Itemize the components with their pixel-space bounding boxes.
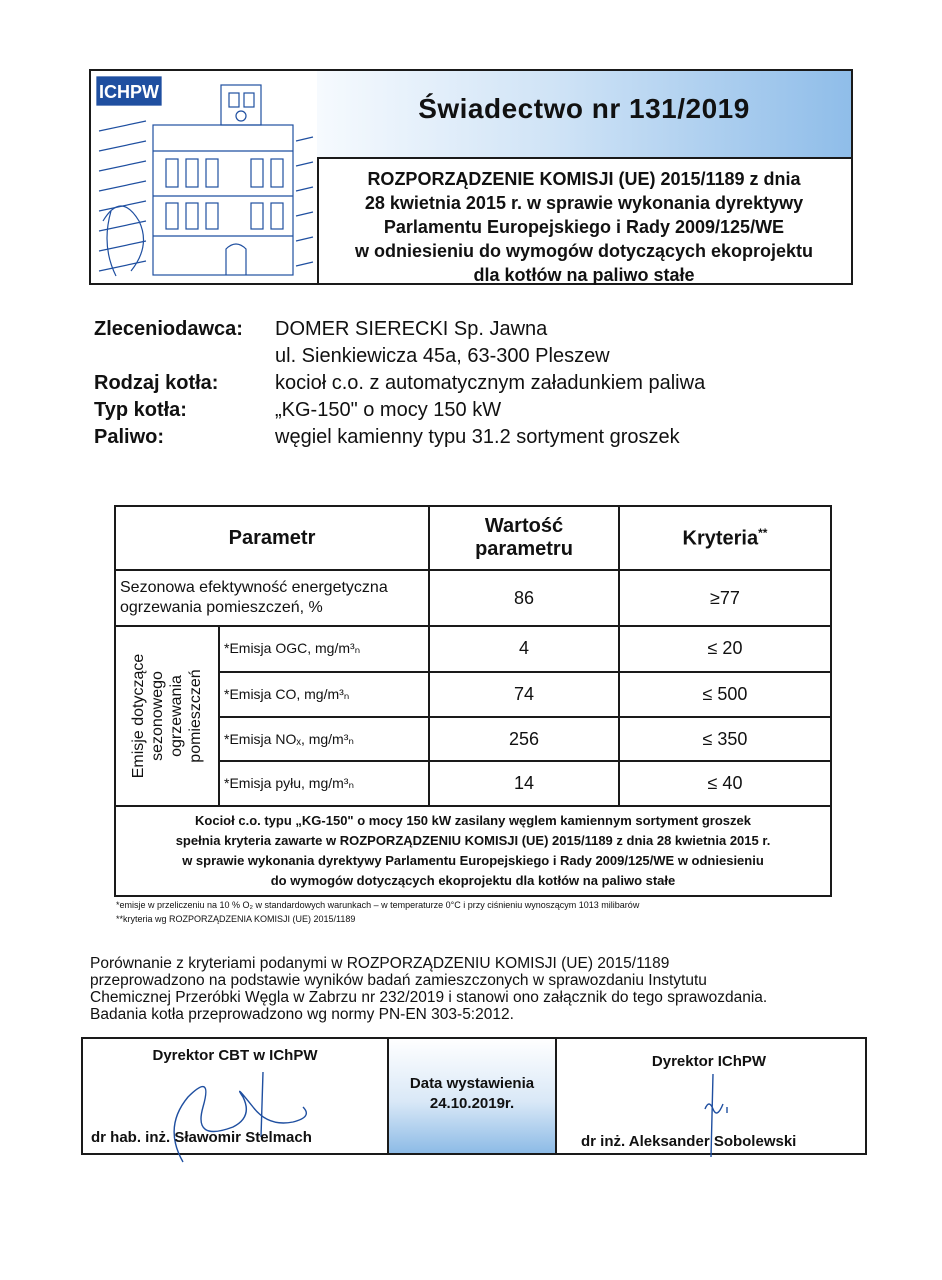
- right-signatory-title: Dyrektor IChPW: [651, 1053, 767, 1070]
- comparison-line: przeprowadzono na podstawie wyników badań zamieszczonych w sprawozdaniu Instytutu: [90, 972, 707, 989]
- emission-value: 4: [429, 626, 619, 672]
- title-band: [317, 71, 851, 159]
- efficiency-value: 86: [429, 570, 619, 626]
- left-signature-icon: [143, 1067, 383, 1167]
- footnote-criteria: **kryteria wg ROZPORZĄDZENIA KOMISJI (UE) 2015/1189: [116, 914, 356, 924]
- criteria-footnote-mark: **: [758, 525, 768, 540]
- issue-date-value: 24.10.2019r.: [429, 1095, 515, 1112]
- footnote-emissions: *emisje w przeliczeniu na 10 % O₂ w standardowych warunkach – w temperaturze 0°C i przy ciśnieniu wynoszącym 1013 milibarów: [116, 900, 640, 910]
- regulation-line: 28 kwietnia 2015 r. w sprawie wykonania dyrektywy: [364, 193, 804, 213]
- signature-block: [81, 1037, 867, 1155]
- emission-value: 74: [429, 672, 619, 718]
- regulation-line: ROZPORZĄDZENIE KOMISJI (UE) 2015/1189 z dnia: [367, 169, 801, 189]
- conformity-line: do wymogów dotyczących ekoprojektu dla kotłów na paliwo stałe: [270, 873, 676, 888]
- fuel-label: Paliwo:: [94, 426, 165, 448]
- emission-criteria: ≤ 350: [619, 717, 831, 761]
- efficiency-label-line: ogrzewania pomieszczeń, %: [120, 599, 323, 616]
- table-row: [115, 761, 831, 806]
- emission-label: *Emisja pyłu, mg/m³ₙ: [219, 761, 429, 806]
- emission-label: *Emisja NOₓ, mg/m³ₙ: [219, 717, 429, 761]
- criteria-header-text: Kryteria: [682, 527, 759, 550]
- certificate-header: [89, 69, 853, 285]
- value-column-header: [429, 506, 619, 570]
- certificate-title: Świadectwo nr 131/2019: [418, 93, 750, 124]
- conformity-line: spełnia kryteria zawarte w ROZPORZĄDZENIU KOMISJI (UE) 2015/1189 z dnia 28 kwietnia 2015 r.: [175, 833, 771, 848]
- table-summary-row: [115, 806, 831, 896]
- left-signatory-name: dr hab. inż. Sławomir Stelmach: [91, 1129, 312, 1146]
- value-header-line: Wartość: [484, 515, 564, 537]
- client-address: ul. Sienkiewicza 45a, 63-300 Pleszew: [275, 345, 610, 367]
- table-header-row: [115, 506, 831, 570]
- regulation-reference: [317, 167, 851, 287]
- emissions-group-line: ogrzewania: [168, 675, 185, 757]
- emissions-group-line: Emisje dotyczące: [130, 653, 147, 779]
- efficiency-label: [115, 570, 429, 626]
- value-header-line: parametru: [475, 538, 573, 560]
- emissions-group-cell: [115, 626, 219, 806]
- client-label: Zleceniodawca:: [94, 318, 243, 340]
- table-row: [115, 717, 831, 761]
- regulation-line: w odniesieniu do wymogów dotyczących ekoprojektu: [354, 241, 814, 261]
- efficiency-label-line: Sezonowa efektywność energetyczna: [120, 579, 388, 596]
- conformity-line: w sprawie wykonania dyrektywy Parlamentu Europejskiego i Rady 2009/125/WE w odniesieniu: [182, 853, 764, 868]
- parameters-table: [114, 505, 832, 897]
- comparison-line: Porównanie z kryteriami podanymi w ROZPORZĄDZENIU KOMISJI (UE) 2015/1189: [90, 955, 670, 972]
- emission-label: *Emisja OGC, mg/m³ₙ: [219, 626, 429, 672]
- table-row: [115, 570, 831, 626]
- emission-value: 14: [429, 761, 619, 806]
- boiler-type: „KG-150" o mocy 150 kW: [275, 399, 502, 421]
- boiler-type-label: Typ kotła:: [94, 399, 187, 421]
- efficiency-criteria: ≥77: [619, 570, 831, 626]
- emission-label: *Emisja CO, mg/m³ₙ: [219, 672, 429, 718]
- issue-date-label: Data wystawienia: [409, 1075, 535, 1092]
- conformity-line: Kocioł c.o. typu „KG-150" o mocy 150 kW zasilany węglem kamiennym sortyment groszek: [195, 813, 751, 828]
- conformity-statement: [115, 806, 831, 896]
- right-signatory-name: dr inż. Aleksander Sobolewski: [581, 1133, 797, 1150]
- comparison-line: Badania kotła przeprowadzono wg normy PN-EN 303-5:2012.: [90, 1006, 514, 1023]
- emission-criteria: ≤ 20: [619, 626, 831, 672]
- left-signatory-title: Dyrektor CBT w IChPW: [152, 1047, 318, 1064]
- issue-date-box: [387, 1039, 557, 1153]
- client-name: DOMER SIERECKI Sp. Jawna: [275, 318, 548, 340]
- regulation-line: Parlamentu Europejskiego i Rady 2009/125/WE: [383, 217, 785, 237]
- table-row: [115, 626, 831, 672]
- logo-text: ICHPW: [99, 82, 159, 102]
- emissions-group-line: sezonowego: [149, 671, 166, 761]
- comparison-paragraph: [90, 955, 850, 1023]
- institute-building-illustration: [91, 71, 319, 283]
- emission-criteria: ≤ 40: [619, 761, 831, 806]
- emission-criteria: ≤ 500: [619, 672, 831, 718]
- table-row: [115, 672, 831, 718]
- building-sketch-icon: [91, 71, 317, 283]
- regulation-line: dla kotłów na paliwo stałe: [473, 265, 695, 285]
- comparison-line: Chemicznej Przeróbki Węgla w Zabrzu nr 232/2019 i stanowi ono załącznik do tego sprawozdania.: [90, 989, 768, 1006]
- parameter-column-header: Parametr: [115, 506, 429, 570]
- fuel: węgiel kamienny typu 31.2 sortyment groszek: [275, 426, 680, 448]
- criteria-column-header: [619, 506, 831, 570]
- emissions-group-line: pomieszczeń: [187, 669, 204, 763]
- boiler-kind: kocioł c.o. z automatycznym załadunkiem paliwa: [275, 372, 706, 394]
- boiler-kind-label: Rodzaj kotła:: [94, 372, 219, 394]
- emissions-group-label: [129, 631, 205, 801]
- emission-value: 256: [429, 717, 619, 761]
